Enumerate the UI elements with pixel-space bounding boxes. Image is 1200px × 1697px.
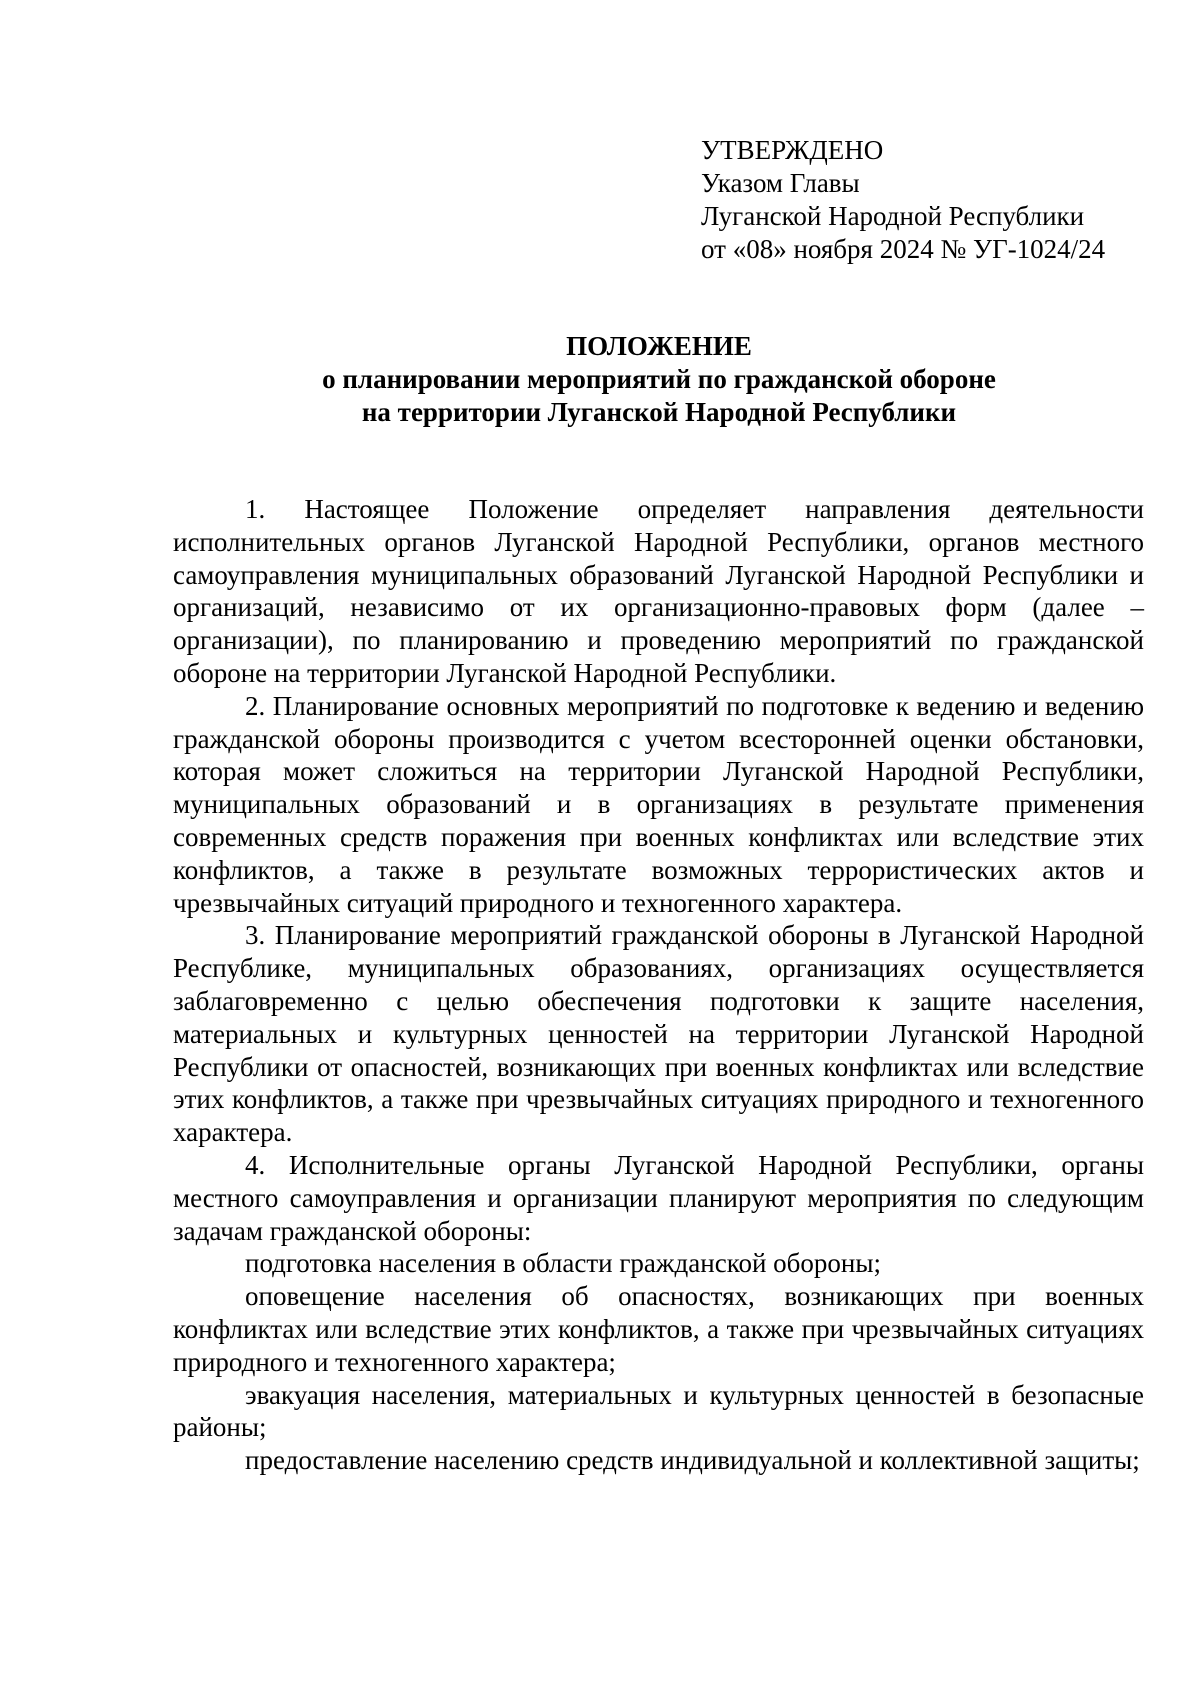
paragraph-3: 3. Планирование мероприятий гражданской обороны в Луганской Народной Республике, муниципальных образованиях, организациях осуществляется заблаговременно с целью обеспечения подготовки к защите населения, материальных и культурных ценностей на территории Луганской Народной Республики от опасностей, возникающих при военных конфликтах или вследствие этих конфликтов, а также при чрезвычайных ситуациях природного и техногенного характера. [173, 920, 1144, 1148]
title-subject: о планировании мероприятий по гражданской обороне [322, 364, 996, 394]
paragraph-2: 2. Планирование основных мероприятий по подготовке к ведению и ведению гражданской обороны производится с учетом всесторонней оценки обстановки, которая может сложиться на территории Луганской Народной Республики, муниципальных образований и в организациях в результате применения современных средств поражения при военных конфликтах или вследствие этих конфликтов, а также в результате возможных террористических актов и чрезвычайных ситуаций природного и техногенного характера. [173, 690, 1144, 918]
task-item-notification: оповещение населения об опасностях, возникающих при военных конфликтах или вследствие этих конфликтов, а также при чрезвычайных ситуациях природного и техногенного характера; [173, 1281, 1144, 1377]
document-title [0, 330, 1200, 429]
approval-heading: УТВЕРЖДЕНО [701, 135, 884, 165]
paragraph-4: 4. Исполнительные органы Луганской Народной Республики, органы местного самоуправления и организации планируют мероприятия по следующим задачам гражданской обороны: [173, 1149, 1144, 1246]
title-heading: ПОЛОЖЕНИЕ [566, 331, 752, 361]
approval-authority-line: Луганской Народной Республики [701, 201, 1085, 231]
task-item-training: подготовка населения в области гражданской обороны; [245, 1248, 881, 1279]
paragraph-1: 1. Настоящее Положение определяет направления деятельности исполнительных органов Луганской Народной Республики, органов местного самоуправления муниципальных образований Луганской Народной Республики и организаций, независимо от их организационно-правовых форм (далее – организации), по планированию и проведению мероприятий по гражданской обороне на территории Луганской Народной Республики. [173, 494, 1144, 688]
title-territory: на территории Луганской Народной Республики [361, 397, 957, 427]
document-body [173, 493, 1144, 1477]
task-item-evacuation: эвакуация населения, материальных и культурных ценностей в безопасные районы; [173, 1379, 1144, 1443]
task-item-protection: предоставление населению средств индивидуальной и коллективной защиты; [245, 1445, 1140, 1476]
approval-stamp [701, 134, 1105, 266]
approval-date-number: от «08» ноября 2024 № УГ-1024/24 [701, 234, 1106, 264]
approval-decree-line: Указом Главы [701, 168, 860, 198]
